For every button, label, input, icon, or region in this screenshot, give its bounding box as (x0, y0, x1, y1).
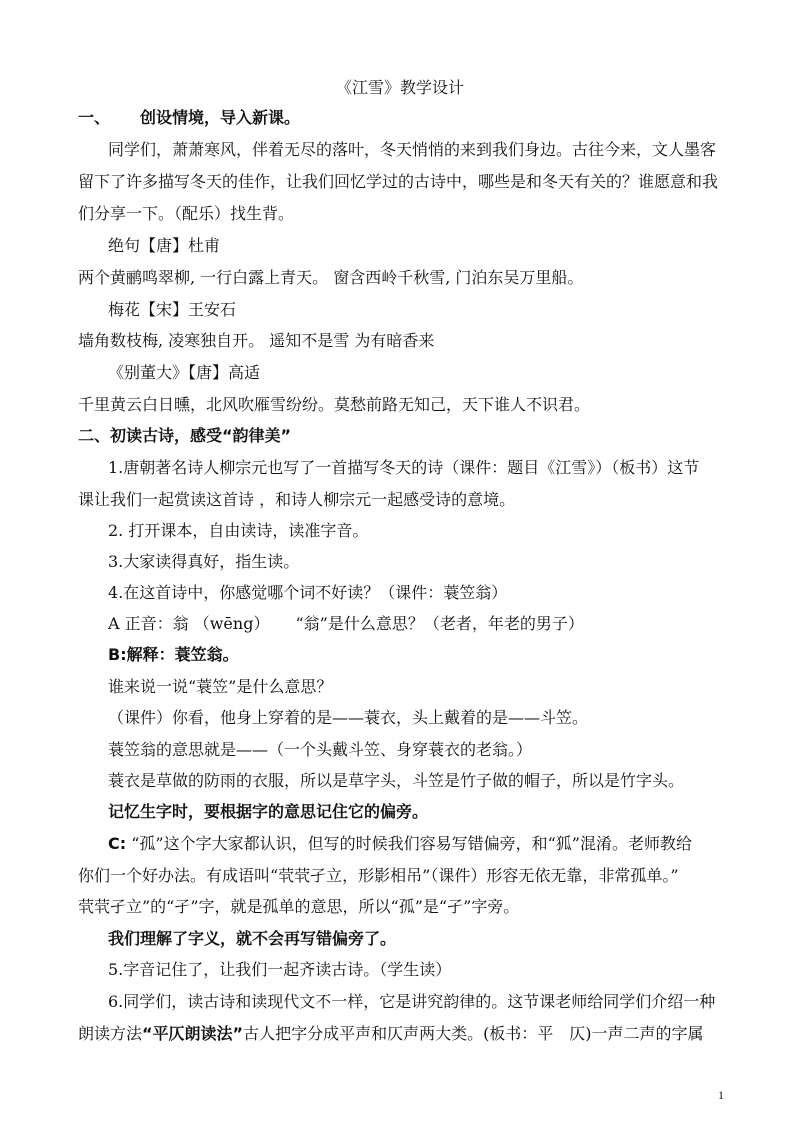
understand-note: 我们理解了字义，就不会再写错偏旁了。 (108, 929, 397, 948)
item3: 3.大家读得真好，指生读。 (108, 552, 300, 571)
itemC-line-1 (108, 834, 760, 854)
poem1-text: 两个黄鹂鸣翠柳, 一行白露上青天。 窗含西岭千秋雪, 门泊东吴万里船。 (78, 268, 584, 287)
intro-line-3: 们分享一下。（配乐）找生背。 (78, 204, 295, 223)
itemC-line-3: 茕茕孑立”的“孑”字，就是孤单的意思，所以“孤”是“孑”字旁。 (78, 897, 520, 916)
item5: 5.字音记住了，让我们一起齐读古诗。（学生读） (108, 960, 452, 979)
itemB: B:解释：蓑笠翁。 (108, 645, 239, 664)
itemC-line-2: 你们一个好办法。有成语叫“茕茕孑立，形影相吊”（课件）形容无依无靠，非常孤单。” (78, 866, 679, 885)
item6-line-2 (78, 1024, 760, 1044)
poem3-title: 《别董大》【唐】高适 (108, 363, 261, 382)
itemA (108, 614, 760, 634)
poem2-text: 墙角数枝梅, 凌寒独自开。 遥知不是雪 为有暗香来 (78, 331, 435, 350)
poem3-text: 千里黄云白日曛，北风吹雁雪纷纷。莫愁前路无知己，天下谁人不识君。 (78, 395, 591, 414)
item6-text-b: 古人把字分成平声和仄声两大类。(板书：平 仄)一声二声的字属 (243, 1024, 704, 1043)
item1-line-1: 1.唐朝著名诗人柳宗元也写了一首描写冬天的诗（课件：题目《江雪》）（板书）这节 (108, 458, 700, 477)
item2: 2. 打开课本，自由读诗，读准字音。 (108, 521, 369, 540)
page-number: 1 (718, 1088, 724, 1102)
itemC-text-1: “孤”这个字大家都认识，但写的时候我们容易写错偏旁，和“狐”混淆。老师教给 (131, 834, 692, 853)
item6-line-1: 6.同学们，读古诗和读现代文不一样，它是讲究韵律的。这节课老师给同学们介绍一种 (108, 992, 716, 1011)
meaning-line: 蓑笠翁的意思就是——（一个头戴斗笠、身穿蓑衣的老翁。） (108, 740, 533, 759)
section1-number: 一、 (78, 108, 111, 127)
memory-tip: 记忆生字时，要根据字的意思记住它的偏旁。 (108, 802, 429, 821)
intro-line-2: 留下了许多描写冬天的佳作，让我们回忆学过的古诗中，哪些是和冬天有关的？谁愿意和我 (78, 172, 719, 191)
radical-explain-line: 蓑衣是草做的防雨的衣服，所以是草字头，斗笠是竹子做的帽子，所以是竹字头。 (108, 771, 685, 790)
section1-title: 创设情境，导入新课。 (140, 108, 301, 127)
poem1-title: 绝句【唐】杜甫 (108, 236, 221, 255)
item1-line-2: 课让我们一起赏读这首诗 ，和诗人柳宗元一起感受诗的意境。 (78, 490, 516, 509)
poem2-title: 梅花【宋】王安石 (108, 300, 237, 319)
intro-line-1: 同学们，萧萧寒风，伴着无尽的落叶，冬天悄悄的来到我们身边。古往今来，文人墨客 (108, 140, 717, 159)
item6-method-name: “平仄朗读法” (142, 1024, 244, 1043)
courseware-line: （课件）你看，他身上穿着的是——蓑衣，头上戴着的是——斗笠。 (108, 708, 589, 727)
itemA-meaning: “翁”是什么意思？（老者，年老的男子） (295, 614, 584, 633)
item4: 4.在这首诗中，你感觉哪个词不好读？（课件：蓑笠翁） (108, 583, 508, 602)
item6-text-a: 朗读方法 (78, 1024, 143, 1043)
section2-heading: 二、初读古诗，感受“韵律美” (78, 426, 292, 445)
section1-heading (78, 108, 760, 128)
itemC-label: C: (108, 834, 127, 853)
document-title: 《江雪》教学设计 (335, 78, 464, 97)
question-suoli: 谁来说一说“蓑笠”是什么意思？ (108, 677, 333, 696)
itemA-pronunciation: A 正音：翁 （wēng） (108, 614, 270, 633)
